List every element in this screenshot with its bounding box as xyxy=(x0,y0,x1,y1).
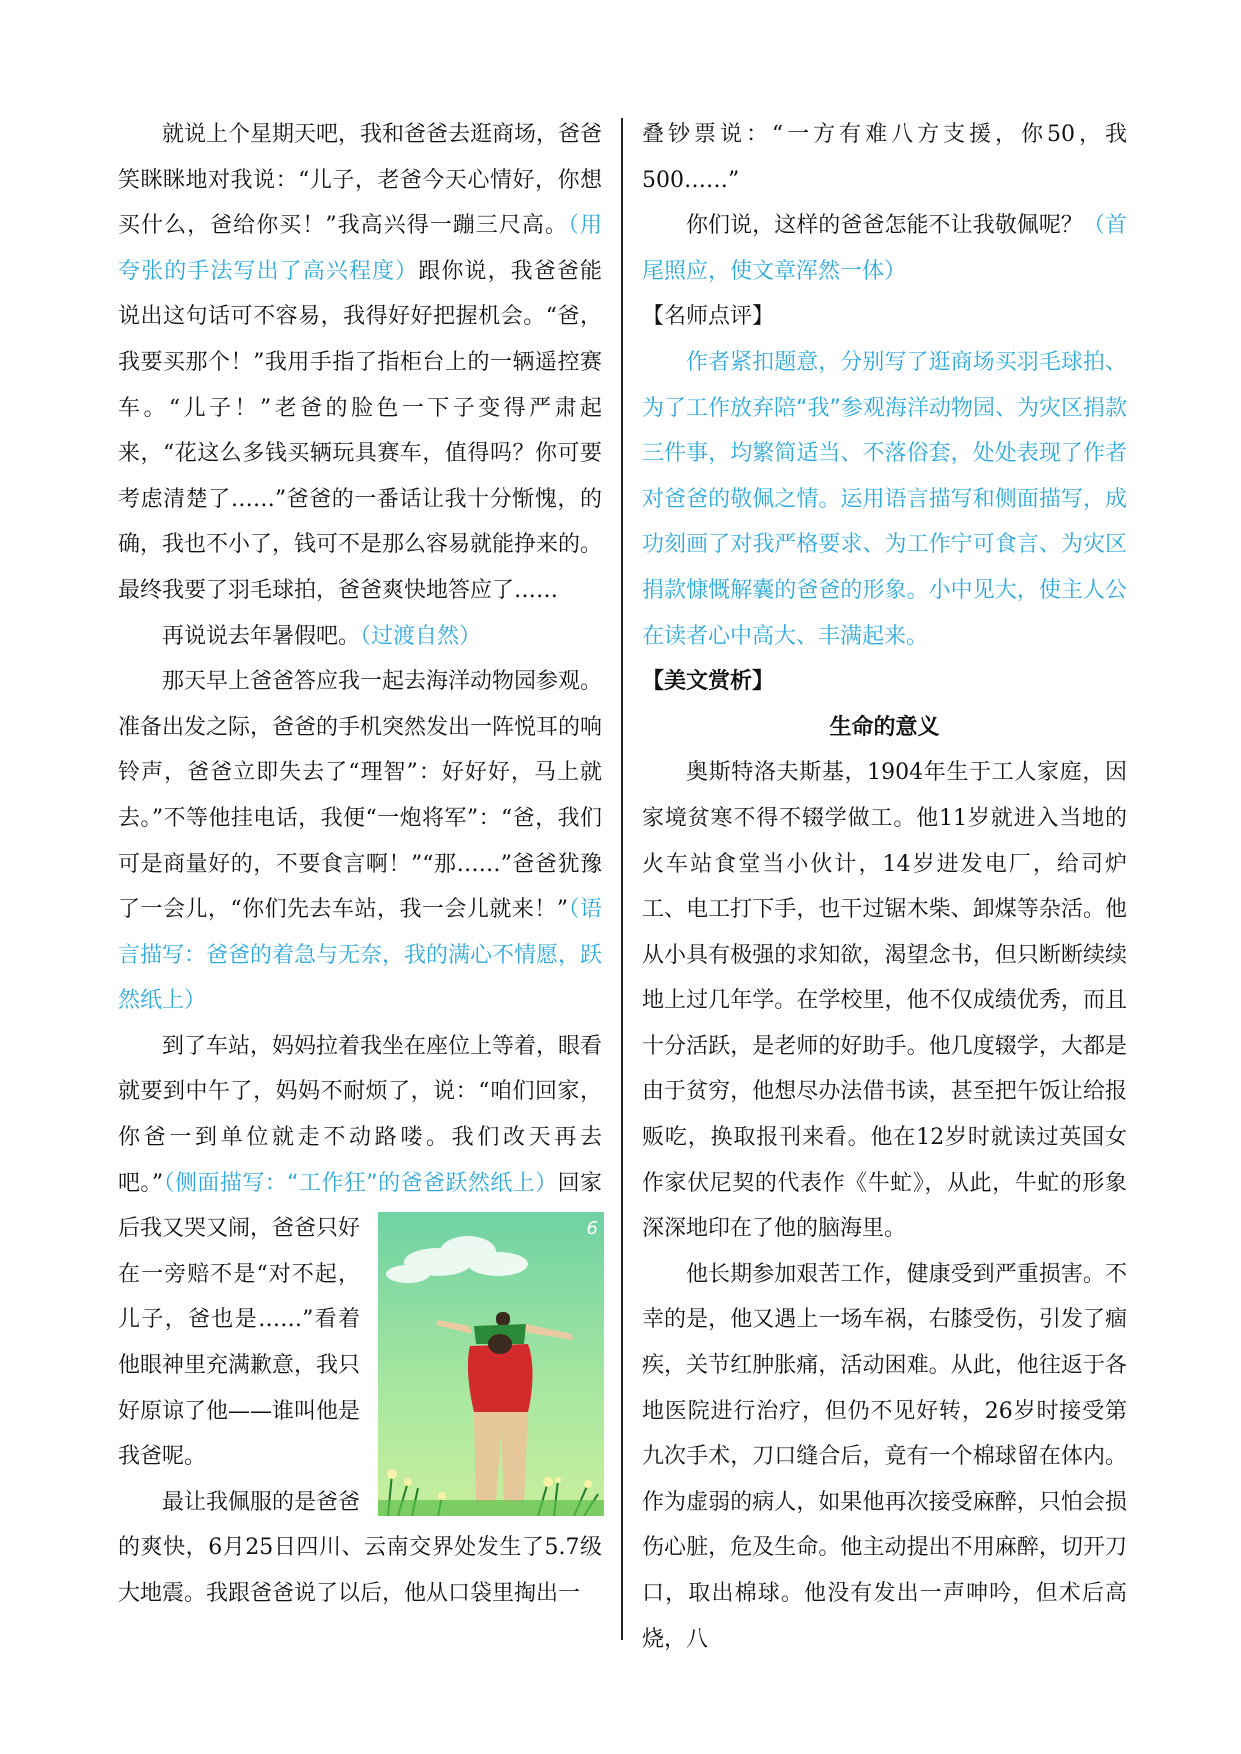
paragraph-donation: 叠钞票说：“一方有难八方支援，你50，我500……” xyxy=(642,122,1127,193)
article-title: 生命的意义 xyxy=(829,714,940,740)
text: 就说上个星期天吧，我和爸爸去逛商场，爸爸笑眯眯地对我说：“儿子，老爸今天心情好，你想买什么，爸给你买！”我高兴得一蹦三尺高。 xyxy=(118,122,603,239)
text: 那天早上爸爸答应我一起去海洋动物园参观。准备出发之际，爸爸的手机突然发出一阵悦耳的响铃声，爸爸立即失去了“理智”：好好好，马上就去。”不等他挂电话，我便“一炮将军”：“爸，我们可是商量好的，不要食言啊！”“那……”爸爸犹豫了一会儿，“你们先去车站，我一会儿就来！” xyxy=(118,669,603,923)
paragraph-zoo xyxy=(118,659,602,1024)
text: 到了车站，妈妈拉着我坐在座位上等着，眼看就要到中午了，妈妈不耐烦了，说：“咱们回家，你爸一到单位就走不动路喽。我们改天再去吧。” xyxy=(118,1033,603,1196)
left-column xyxy=(118,112,602,1617)
father-son-illustration xyxy=(378,1212,604,1516)
appreciation-heading: 【美文赏析】 xyxy=(642,669,775,695)
text: 跟你说，我爸爸能说出这句话可不容易，我得好好把握机会。“爸，我要买那个！”我用手指了指柜台上的一辆遥控赛车。“儿子！”老爸的脸色一下子变得严肃起来，“花这么多钱买辆玩具赛车，值得吗？你可要考虑清楚了……”爸爸的一番话让我十分惭愧，的确，我也不小了，钱可不是那么容易就能挣来的。最终我要了羽毛球拍，爸爸爽快地答应了…… xyxy=(118,258,603,603)
right-column xyxy=(642,112,1127,1662)
paragraph-station xyxy=(118,1024,602,1480)
annotation-echo: （首尾照应，使文章浑然一体） xyxy=(642,213,1127,284)
annotation-language: （语言描写：爸爸的着急与无奈，我的满心不情愿，跃然纸上） xyxy=(118,897,603,1014)
column-divider xyxy=(621,118,623,1640)
paragraph-summer xyxy=(118,614,602,660)
text: 再说说去年暑假吧。 xyxy=(162,623,361,649)
article-paragraph-1: 奥斯特洛夫斯基，1904年生于工人家庭，因家境贫寒不得不辍学做工。他11岁就进入当地的火车站食堂当小伙计，14岁进发电厂，给司炉工、电工打下手，也干过锯木柴、卸煤等杂活。他从小具有极强的求知欲，渴望念书，但只断断续续地上过几年学。在学校里，他不仅成绩优秀，而且十分活跃，是老师的好助手。他几度辍学，大都是由于贫穷，他想尽办法借书读，甚至把午饭让给报贩吃，换取报刊来看。他在12岁时就读过英国女作家伏尼契的代表作《牛虻》，从此，牛虻的形象深深地印在了他的脑海里。 xyxy=(642,760,1127,1242)
annotation-transition: （过渡自然） xyxy=(360,623,482,649)
text: 回家后我又哭又闹，爸爸只好在一旁赔不是“对不起，儿子，爸也是……”看着他眼神里充满歉意，我只好原谅了他——谁叫他是我爸呢。 xyxy=(118,1170,602,1470)
picture-wrap-block xyxy=(118,1024,602,1480)
paragraph-shopping xyxy=(118,112,602,614)
annotation-exaggeration: （用夸张的手法写出了高兴程度） xyxy=(118,213,602,284)
review-text: 作者紧扣题意，分别写了逛商场买羽毛球拍、为了工作放弃陪“我”参观海洋动物园、为灾区捐款三件事，均繁简适当、不落俗套，处处表现了作者对爸爸的敬佩之情。运用语言描写和侧面描写，成功刻画了对我严格要求、为工作宁可食言、为灾区捐款慷慨解囊的爸爸的形象。小中见大，使主人公在读者心中高大、丰满起来。 xyxy=(642,349,1127,649)
article-paragraph-2: 他长期参加艰苦工作，健康受到严重损害。不幸的是，他又遇上一场车祸，右膝受伤，引发了痼疾，关节红肿胀痛，活动困难。从此，他往返于各地医院进行治疗，但仍不见好转，26岁时接受第九次手术，刀口缝合后，竟有一个棉球留在体内。作为虚弱的病人，如果他再次接受麻醉，只怕会损伤心脏，危及生命。他主动提出不用麻醉，切开刀口，取出棉球。他没有发出一声呻吟，但术后高烧，八 xyxy=(642,1261,1127,1652)
review-heading: 【名师点评】 xyxy=(642,304,775,330)
picture-label: 6 xyxy=(586,1218,598,1240)
text: 你们说，这样的爸爸怎能不让我敬佩呢？ xyxy=(686,213,1083,239)
annotation-side: （侧面描写：“工作狂”的爸爸跃然纸上） xyxy=(163,1170,558,1196)
paragraph-conclusion xyxy=(642,203,1127,294)
paragraph-earthquake: 最让我佩服的是爸爸的爽快，6月25日四川、云南交界处发生了5.7级大地震。我跟爸爸说了以后，他从口袋里掏出一 xyxy=(118,1489,602,1606)
